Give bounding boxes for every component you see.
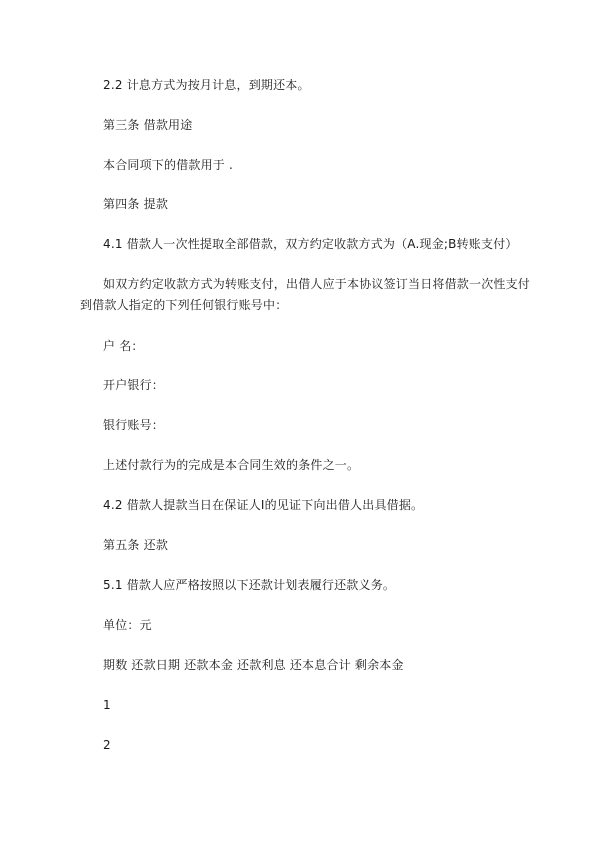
- clause-2-2: 2.2 计息方式为按月计息，到期还本。: [103, 78, 310, 92]
- loan-purpose-text: 本合同项下的借款用于 .: [103, 158, 234, 172]
- transfer-paragraph-line-2: 到借款人指定的下列任何银行账号中：: [80, 298, 288, 312]
- repayment-row-number: 2: [103, 738, 111, 752]
- account-name-label: 户 名：: [103, 339, 144, 353]
- article-5-heading: 第五条 还款: [103, 538, 169, 552]
- article-4-heading: 第四条 提款: [103, 197, 169, 211]
- repayment-table-header: 期数 还款日期 还款本金 还款利息 还本息合计 剩余本金: [103, 658, 404, 672]
- bank-name-label: 开户银行：: [103, 378, 165, 392]
- clause-5-1: 5.1 借款人应严格按照以下还款计划表履行还款义务。: [103, 578, 396, 592]
- clause-4-2: 4.2 借款人提款当日在保证人I的见证下向出借人出具借据。: [103, 498, 424, 512]
- transfer-paragraph-line-1: 如双方约定收款方式为转账支付，出借人应于本协议签订当日将借款一次性支付: [103, 277, 531, 291]
- bank-account-label: 银行账号：: [103, 418, 165, 432]
- repayment-row-number: 1: [103, 698, 111, 712]
- clause-4-1: 4.1 借款人一次性提取全部借款，双方约定收款方式为（A.现金;B转账支付）: [103, 237, 518, 251]
- unit-label: 单位：元: [103, 618, 152, 632]
- article-3-heading: 第三条 借款用途: [103, 118, 193, 132]
- effectiveness-condition: 上述付款行为的完成是本合同生效的条件之一。: [103, 458, 360, 472]
